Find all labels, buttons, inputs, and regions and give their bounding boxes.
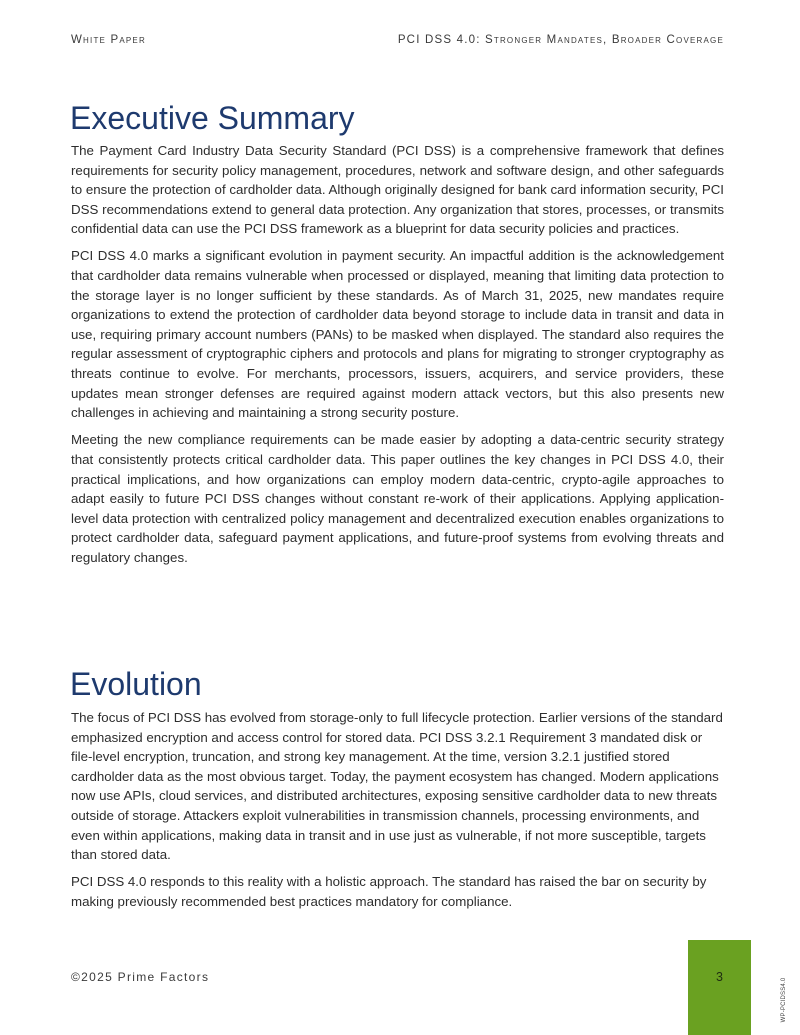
executive-summary-body	[71, 141, 724, 575]
paragraph: Meeting the new compliance requirements can be made easier by adopting a data-centric security strategy that consistently protects critical cardholder data. This paper outlines the key changes in PCI DSS 4.0, their practical implications, and how organizations can employ modern data-centric, crypto-agile approaches to adapt easily to future PCI DSS changes without constant re-work of their applications. Applying application-level data protection with centralized policy management and decentralized execution enables organizations to protect cardholder data, safeguard payment applications, and future-proof systems from evolving threats and regulatory changes.	[71, 432, 724, 565]
paragraph: The focus of PCI DSS has evolved from storage-only to full lifecycle protection. Earlier versions of the standard emphasized encryption and access control for stored data. PCI DSS 3.2.1 Requirement 3 mandated disk or file-level encryption, truncation, and strong key management. At the time, version 3.2.1 justified stored cardholder data as the most obvious target. Today, the payment ecosystem has changed. Modern applications now use APIs, cloud services, and distributed architectures, exposing sensitive cardholder data to new threats outside of storage. Attackers exploit vulnerabilities in transmission channels, processing environments, and even within applications, making data in transit and in use just as vulnerable, if not more susceptible, targets than stored data.	[71, 710, 723, 863]
document-code: WP-PCIDSS4.0	[781, 977, 787, 1023]
paragraph: PCI DSS 4.0 marks a significant evolution in payment security. An impactful addition is the acknowledgement that cardholder data remains vulnerable when processed or displayed, meaning that limiting data protection to the storage layer is no longer sufficient by these standards. As of March 31, 2025, new mandates require organizations to extend the protection of cardholder data beyond storage to include data in transit and data in use, requiring primary account numbers (PANs) to be masked when displayed. The standard also requires the regular assessment of cryptographic ciphers and protocols and plans for migrating to stronger cryptography as threats continue to evolve. For merchants, processors, issuers, acquirers, and service providers, these updates mean stronger defenses are required against modern attack vectors, but this also presents new challenges in achieving and maintaining a strong security posture.	[71, 248, 724, 421]
page-number: 3	[716, 970, 723, 984]
page-number-tab	[688, 940, 751, 1035]
paragraph: The Payment Card Industry Data Security Standard (PCI DSS) is a comprehensive framework that defines requirements for security policy management, procedures, network and software design, and other safeguards to ensure the protection of cardholder data. Although originally designed for bank card information security, PCI DSS recommendations extend to general data protection. Any organization that stores, processes, or transmits confidential data can use the PCI DSS framework as a blueprint for data security policies and practices.	[71, 143, 724, 237]
header-document-title: PCI DSS 4.0: Stronger Mandates, Broader Coverage	[397, 34, 724, 46]
footer-copyright: ©2025 Prime Factors	[71, 970, 210, 984]
page-header	[71, 34, 724, 46]
evolution-body	[71, 708, 724, 919]
section-title-evolution: Evolution	[70, 666, 202, 702]
header-document-type: White Paper	[71, 34, 146, 46]
paragraph: PCI DSS 4.0 responds to this reality with a holistic approach. The standard has raised the bar on security by making previously recommended best practices mandatory for compliance.	[71, 874, 707, 909]
section-title-executive-summary: Executive Summary	[70, 100, 355, 136]
